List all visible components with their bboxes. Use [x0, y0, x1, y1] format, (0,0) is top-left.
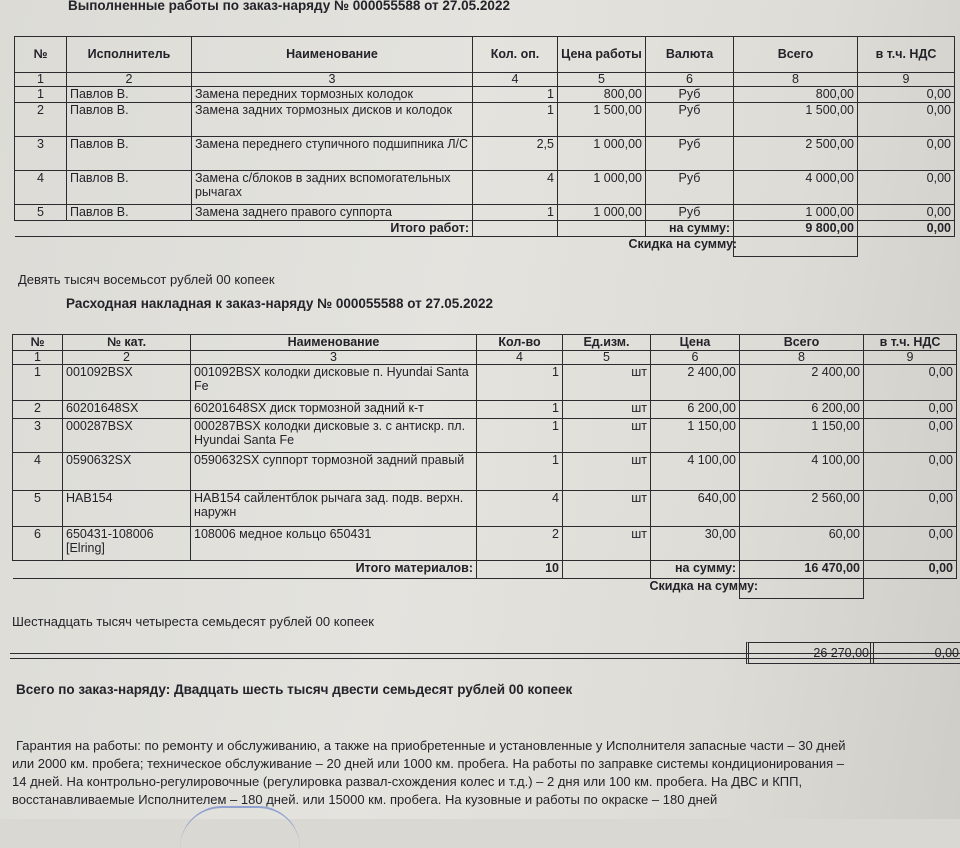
materials-row-name: 000287BSX колодки дисковые з. с антискр. пл. Hyundai Santa Fe: [191, 419, 477, 453]
works-header-total: Всего: [734, 37, 858, 73]
works-row-price: 1 000,00: [558, 205, 646, 221]
materials-row-num: 1: [13, 365, 63, 401]
materials-discount-box: [740, 579, 864, 599]
works-colnum: 5: [558, 73, 646, 87]
warranty-line: или 2000 км. пробега; техническое обслуживание – 20 дней или 1000 км. пробега. На работы по заправке системы кондиционирования –: [12, 756, 845, 771]
materials-row-qty: 1: [477, 453, 563, 491]
materials-header-name: Наименование: [191, 335, 477, 351]
works-row-total: 1 500,00: [734, 103, 858, 137]
materials-row-num: 2: [13, 401, 63, 419]
works-row-performer: Павлов В.: [67, 205, 192, 221]
materials-row-cat: 0590632SX: [63, 453, 191, 491]
grand-total-sum-box: [746, 642, 874, 664]
works-row-performer: Павлов В.: [67, 103, 192, 137]
works-row-vat: 0,00: [858, 137, 955, 171]
materials-row-unit: шт: [563, 365, 651, 401]
materials-row-qty: 1: [477, 365, 563, 401]
works-row-performer: Павлов В.: [67, 171, 192, 205]
materials-sum-label: на сумму:: [651, 561, 740, 579]
works-row-currency: Руб: [646, 205, 734, 221]
table-row: [13, 453, 957, 491]
works-row-qty: 1: [473, 103, 558, 137]
materials-colnum: 1: [13, 351, 63, 365]
table-row: [13, 401, 957, 419]
materials-row-price: 30,00: [651, 527, 740, 561]
works-row-vat: 0,00: [858, 171, 955, 205]
warranty-line: Гарантия на работы: по ремонту и обслуживанию, а также на приобретенные и установленные у Исполнителя запасные части – 30 дней: [16, 738, 846, 753]
materials-row-vat: 0,00: [864, 491, 957, 527]
materials-colnum: 8: [740, 351, 864, 365]
works-discount-label: Скидка на сумму:: [628, 237, 738, 251]
works-sum-label: на сумму:: [646, 221, 734, 237]
materials-title: Расходная накладная к заказ-наряду № 000055588 от 27.05.2022: [66, 296, 494, 311]
works-row-total: 1 000,00: [734, 205, 858, 221]
works-row-vat: 0,00: [858, 103, 955, 137]
works-total-sum: 9 800,00: [734, 221, 858, 237]
table-row: [15, 103, 955, 137]
stamp-mark: [180, 806, 300, 848]
materials-header-num: №: [13, 335, 63, 351]
materials-row-vat: 0,00: [864, 365, 957, 401]
works-row-currency: Руб: [646, 171, 734, 205]
materials-total-vat: 0,00: [864, 561, 957, 579]
works-row-qty: 1: [473, 87, 558, 103]
materials-row-unit: шт: [563, 527, 651, 561]
works-colnum: 2: [67, 73, 192, 87]
materials-discount-label: Скидка на сумму:: [649, 579, 759, 593]
works-header-currency: Валюта: [646, 37, 734, 73]
works-row-currency: Руб: [646, 137, 734, 171]
materials-row-name: 108006 медное кольцо 650431: [191, 527, 477, 561]
materials-row-qty: 1: [477, 401, 563, 419]
materials-header-total: Всего: [740, 335, 864, 351]
works-row-total: 2 500,00: [734, 137, 858, 171]
materials-row-qty: 2: [477, 527, 563, 561]
materials-header-vat: в т.ч. НДС: [864, 335, 957, 351]
materials-row-cat: 001092BSX: [63, 365, 191, 401]
materials-row-cat: 000287BSX: [63, 419, 191, 453]
materials-total-label: Итого материалов:: [355, 561, 473, 575]
table-row: [13, 491, 957, 527]
works-colnum: 3: [192, 73, 473, 87]
works-row-qty: 1: [473, 205, 558, 221]
materials-row-total: 1 150,00: [740, 419, 864, 453]
works-header-performer: Исполнитель: [67, 37, 192, 73]
materials-row-total: 2 400,00: [740, 365, 864, 401]
materials-header-cat: № кат.: [63, 335, 191, 351]
materials-row-qty: 4: [477, 491, 563, 527]
works-total-row: [15, 221, 955, 237]
works-row-name: Замена переднего ступичного подшипника Л/С: [192, 137, 473, 171]
works-row-num: 5: [15, 205, 67, 221]
materials-row-price: 4 100,00: [651, 453, 740, 491]
materials-header-unit: Ед.изм.: [563, 335, 651, 351]
table-row: [15, 205, 955, 221]
table-row: [15, 137, 955, 171]
materials-row-name: 0590632SX суппорт тормозной задний правый: [191, 453, 477, 491]
materials-row-price: 640,00: [651, 491, 740, 527]
materials-total-row: [13, 561, 957, 579]
works-header-name: Наименование: [192, 37, 473, 73]
works-row-price: 1 000,00: [558, 137, 646, 171]
works-row-price: 1 000,00: [558, 171, 646, 205]
works-row-qty: 4: [473, 171, 558, 205]
materials-row-cat: 650431-108006 [Elring]: [63, 527, 191, 561]
table-row: [13, 419, 957, 453]
works-row-total: 4 000,00: [734, 171, 858, 205]
works-row-vat: 0,00: [858, 205, 955, 221]
works-header-num: №: [15, 37, 67, 73]
materials-row-vat: 0,00: [864, 419, 957, 453]
materials-row-num: 3: [13, 419, 63, 453]
table-row: [13, 527, 957, 561]
works-colnum: 8: [734, 73, 858, 87]
works-row-name: Замена задних тормозных дисков и колодок: [192, 103, 473, 137]
materials-row-total: 60,00: [740, 527, 864, 561]
works-row-num: 1: [15, 87, 67, 103]
works-total-vat: 0,00: [858, 221, 955, 237]
works-header-price: Цена работы: [558, 37, 646, 73]
table-row: [13, 365, 957, 401]
works-row-price: 800,00: [558, 87, 646, 103]
works-row-num: 3: [15, 137, 67, 171]
materials-row-num: 5: [13, 491, 63, 527]
works-row-currency: Руб: [646, 103, 734, 137]
materials-colnum: 5: [563, 351, 651, 365]
materials-row-num: 6: [13, 527, 63, 561]
table-row: [15, 171, 955, 205]
materials-row-vat: 0,00: [864, 401, 957, 419]
materials-row-unit: шт: [563, 419, 651, 453]
materials-header-price: Цена: [651, 335, 740, 351]
materials-row-name: HAB154 сайлентблок рычага зад. подв. верхн. наружн: [191, 491, 477, 527]
materials-colnum: 9: [864, 351, 957, 365]
works-row-num: 4: [15, 171, 67, 205]
grand-total-words: Всего по заказ-наряду: Двадцать шесть тысяч двести семьдесят рублей 00 копеек: [16, 682, 573, 697]
works-row-price: 1 500,00: [558, 103, 646, 137]
materials-row-cat: 60201648SX: [63, 401, 191, 419]
works-table: [14, 36, 955, 257]
works-header-qty: Кол. оп.: [473, 37, 558, 73]
works-header-vat: в т.ч. НДС: [858, 37, 955, 73]
works-row-vat: 0,00: [858, 87, 955, 103]
works-row-num: 2: [15, 103, 67, 137]
materials-row-price: 1 150,00: [651, 419, 740, 453]
materials-colnum: 4: [477, 351, 563, 365]
grand-total-sum: 26 270,00: [813, 646, 869, 660]
materials-row-vat: 0,00: [864, 453, 957, 491]
works-row-qty: 2,5: [473, 137, 558, 171]
materials-row-price: 6 200,00: [651, 401, 740, 419]
materials-row-total: 2 560,00: [740, 491, 864, 527]
works-colnum: 4: [473, 73, 558, 87]
works-discount-row: [15, 237, 955, 257]
works-row-performer: Павлов В.: [67, 137, 192, 171]
warranty-line: восстанавливаемые Исполнителем – 180 дней. или 15000 км. пробега. На кузовные и работы по окраске – 180 дней: [12, 792, 718, 807]
materials-row-qty: 1: [477, 419, 563, 453]
works-row-name: Замена передних тормозных колодок: [192, 87, 473, 103]
grand-total-vat: 0,00: [934, 646, 959, 660]
works-row-name: Замена с/блоков в задних вспомогательных рычагах: [192, 171, 473, 205]
grand-total-vat-box: [870, 642, 960, 664]
materials-row-vat: 0,00: [864, 527, 957, 561]
materials-row-total: 6 200,00: [740, 401, 864, 419]
warranty-line: 14 дней. На контрольно-регулировочные (регулировка развал-схождения колес и т.д.) – 2 дня или 100 км. пробега. На ДВС и КПП,: [12, 774, 803, 789]
materials-colnum: 6: [651, 351, 740, 365]
works-colnum: 1: [15, 73, 67, 87]
materials-row-cat: HAB154: [63, 491, 191, 527]
materials-row-name: 60201648SX диск тормозной задний к-т: [191, 401, 477, 419]
works-discount-box: [734, 237, 858, 257]
works-colnum: 9: [858, 73, 955, 87]
materials-total-sum: 16 470,00: [740, 561, 864, 579]
materials-row-unit: шт: [563, 491, 651, 527]
table-row: [15, 87, 955, 103]
materials-table: [12, 334, 957, 599]
works-row-total: 800,00: [734, 87, 858, 103]
materials-colnum: 2: [63, 351, 191, 365]
materials-row-num: 4: [13, 453, 63, 491]
works-row-name: Замена заднего правого суппорта: [192, 205, 473, 221]
materials-row-unit: шт: [563, 401, 651, 419]
works-title: Выполненные работы по заказ-наряду № 000055588 от 27.05.2022: [68, 0, 510, 13]
works-row-currency: Руб: [646, 87, 734, 103]
materials-row-price: 2 400,00: [651, 365, 740, 401]
materials-colnum: 3: [191, 351, 477, 365]
materials-discount-row: [13, 579, 957, 599]
works-sum-words: Девять тысяч восемьсот рублей 00 копеек: [18, 272, 275, 287]
works-row-performer: Павлов В.: [67, 87, 192, 103]
works-colnum: 6: [646, 73, 734, 87]
materials-row-total: 4 100,00: [740, 453, 864, 491]
materials-total-qty: 10: [477, 561, 563, 579]
works-total-label: Итого работ:: [390, 221, 469, 235]
materials-row-unit: шт: [563, 453, 651, 491]
materials-row-name: 001092BSX колодки дисковые п. Hyundai Santa Fe: [191, 365, 477, 401]
materials-sum-words: Шестнадцать тысяч четыреста семьдесят рублей 00 копеек: [12, 614, 374, 629]
materials-header-qty: Кол-во: [477, 335, 563, 351]
